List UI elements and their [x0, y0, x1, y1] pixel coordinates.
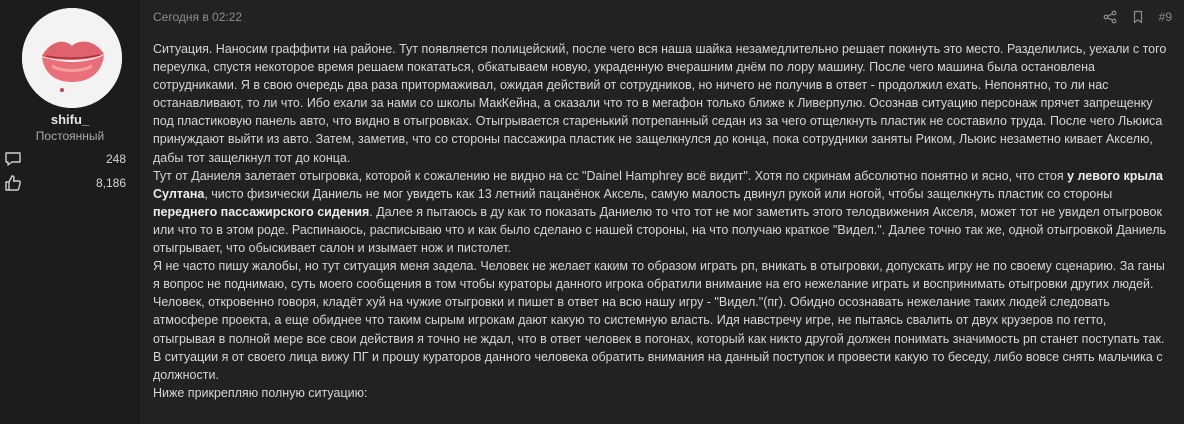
paragraph-attachment-note: Ниже прикрепляю полную ситуацию:: [153, 385, 368, 400]
paragraph-daniel: [153, 167, 1171, 257]
post-container: [140, 0, 1184, 424]
paragraph-complaint: Я не часто пишу жалобы, но тут ситуация меня задела. Человек не желает каким то образом играть рп, вникать в отыгровки, допускать игру не по своему сценарию. За ганы я вопрос не поднимаю, суть моего сообщения в том чтобы кураторы данного игрока обратили внимание на его нежелание играть и воспринимать отыгровки других людей. Человек, откровенно говоря, кладёт хуй на чужие отыгровки и пишет в ответ на всю нашу игру - "Видел."(пг). Обидно осознавать нежелание таких людей следовать атмосфере проекта, а еще обиднее что таким сырым игрокам дают какую то системную власть. Идя навстречу игре, не пытаясь свалить от двух крузеров по гетто, отыгрывая в полной мере все свои действия я точно не ждал, что в ответ человек в погонах, который как никто другой должен понимать значимость рп станет поступать так.: [153, 259, 1165, 346]
post-number[interactable]: #9: [1158, 10, 1172, 24]
paragraph-situation: Ситуация. Наносим граффити на районе. Тут появляется полицейский, после чего вся наша шайка незамедлительно решает покинуть это место. Разделились, уехали с того переулка, спустя некоторое время решаем покататься, обкатываем новую, украденную вчерашним днём по лору машину. После чего машина была остановлена сотрудниками. Я в свою очередь два раза притормаживал, ожидая действий от сотрудников, но ничего не получив в ответ - продолжил ехать. Непонятно, то ли нас останавливают, то ли что. Ибо ехали за нами со школы МакКейна, а сказали что то в мегафон только ближе к Ливерпулю. Осознав ситуацию персонаж прячет запрещенку под пластиковую панель авто, что видно в отыгровках. Отыгрывается старенький потрепанный седан из за чего отщелкнуть пластик не составило труда. После чего Льюиса принуждают выйти из авто. Затем, заметив, что со стороны пассажира пластик не защелкнулся до конца, пока сотрудники заняты Риком, Льюис незаметно кивает Акселю, дабы тот защелкнул тот до конца.: [153, 42, 1167, 165]
text-fragment: , чисто физически Даниель не мог увидеть как 13 летний пацанёнок Аксель, самую малость двинул рукой или ногой, чтобы защелкнуть пластик со стороны: [204, 186, 1113, 201]
bookmark-icon[interactable]: [1131, 10, 1145, 24]
reactions-count: 8,186: [95, 176, 126, 190]
messages-stat: [4, 149, 126, 169]
thumbs-up-icon: [4, 174, 22, 192]
bold-fragment: переднего пассажирского сидения: [153, 204, 370, 219]
avatar[interactable]: [22, 8, 122, 108]
reactions-stat: [4, 173, 126, 193]
share-icon[interactable]: [1103, 10, 1117, 24]
post-actions: [1103, 10, 1172, 24]
user-title: Постоянный: [35, 129, 105, 143]
speech-bubble-icon: [4, 150, 22, 168]
username[interactable]: shifu_: [50, 112, 90, 127]
post-body: [153, 40, 1171, 402]
text-fragment: . Далее я пытаюсь в ду как то показать Даниелю то что тот не мог заметить этого телодвижения Акселя, может тот не увидел отыгровок или что то в этом роде. Распинаюсь, расписываю что и как было сделано с нашей стороны, на что получаю краткое "Видел.". Далее точно так же, одной отыгровкой Даниель отыгрывает, что обыскивает салон и изымает нож и пистолет.: [153, 204, 1167, 256]
bold-fragment: у левого крыла Султана: [153, 168, 1163, 201]
paragraph-request: В ситуации я от своего лица вижу ПГ и прошу кураторов данного человека обратить внимания на данный поступок и провести какую то беседу, либо вовсе снять мальчика с должности.: [153, 349, 1163, 382]
text-fragment: Тут от Даниеля залетает отыгровка, которой к сожалению не видно на сс "Dainel Hamphrey всё видит". Хотя по скринам абсолютно понятно и ясно, что стоя: [153, 168, 1068, 183]
user-sidebar: [0, 0, 140, 424]
messages-count: 248: [105, 152, 126, 166]
post-date[interactable]: Сегодня в 02:22: [153, 10, 243, 24]
